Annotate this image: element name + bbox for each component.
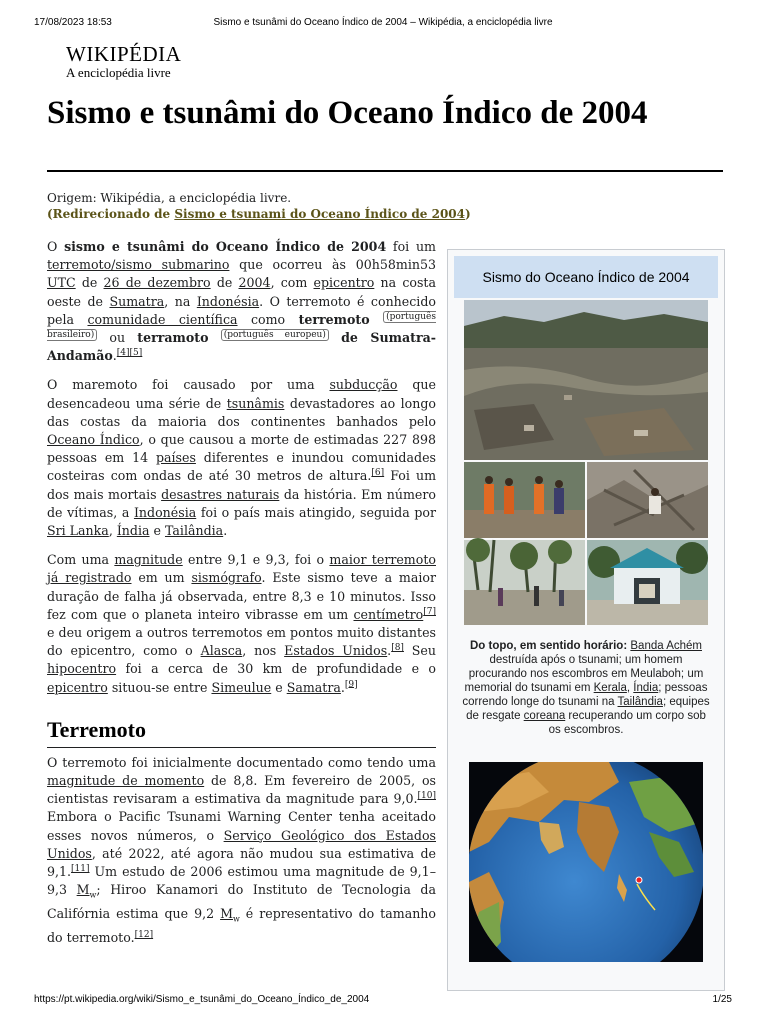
link-sri-lanka[interactable]: Sri Lanka (47, 523, 109, 539)
print-footer (34, 994, 732, 1008)
redirect-suffix: ) (465, 207, 471, 221)
photo-people-running (464, 538, 585, 625)
link-oceano-indico[interactable]: Oceano Índico (47, 432, 140, 448)
link-coreana[interactable]: coreana (523, 710, 566, 722)
ref-10[interactable]: [10] (417, 791, 436, 802)
photo-rescue-team (464, 462, 585, 538)
redirect-notice (47, 206, 727, 222)
ref-12[interactable]: [12] (134, 929, 154, 940)
origin-text: Origem: Wikipédia, a enciclopédia livre. (47, 191, 292, 205)
article-body (47, 238, 436, 958)
intro-paragraph-3: Com uma magnitude entre 9,1 e 9,3, foi o maior terremoto já registrado em um sismógrafo. Este sismo teve a maior duração de falha já observada, entre 8,3 e 10 minutos. Isso fez com que o planeta inteiro vibrasse em um centímetro[7] e deu origem a outros terremotos em pontos muito distantes do epicentro, como o Alasca, nos Estados Unidos.[8] Seu hipocentro foi a cerca de 30 km de profundidade e o epicentro situou-se entre Simeulue e Samatra.[9] (47, 552, 436, 695)
print-page-title: Sismo e tsunâmi do Oceano Índico de 2004 – Wikipédia, a enciclopédia livre (213, 17, 553, 28)
redirect-prefix: (Redirecionado de (47, 207, 175, 221)
link-tsunamis[interactable]: tsunâmis (226, 395, 285, 411)
link-samatra[interactable]: Samatra (286, 679, 341, 695)
redirect-link[interactable]: Sismo e tsunami do Oceano Índico de 2004 (174, 207, 465, 221)
terremoto-paragraph-1: O terremoto foi inicialmente documentado como tendo uma magnitude de momento de 8,8. Em fevereiro de 2005, os cientistas revisaram a estimativa da magnitude para 9,0.[10] Embora o Pacific Tsunami Warning Center tenha aceitado esses novos números, o Serviço Geológico dos Estados Unidos, até 2022, até agora não mudou sua estimativa de 9,1.[11] Um estudo de 2006 estimou uma magnitude de 9,1–9,3 $M_w$; Hiroo Kanamori do Instituto de Tecnologia da Califórnia estima que 9,2 $M_w$ é representativo do tamanho do terremoto.[12] (47, 754, 437, 945)
ref-5[interactable]: [5] (129, 348, 143, 359)
link-comunidade-cientifica[interactable]: comunidade científica (87, 311, 238, 327)
infobox-caption: Do topo, em sentido horário: Banda Achém destruída após o tsunami; um homem procurando nos escombros em Meulaboh; um memorial do tsunami em Kerala, Índia; pessoas correndo longe do tsunami na Tailândia; equipes de resgate coreana recuperando um corpo sob os escombros. (462, 640, 710, 736)
caption-lead: Do topo, em sentido horário: (470, 640, 628, 652)
site-subtitle (47, 190, 727, 222)
section-heading-terremoto: Terremoto (47, 715, 436, 748)
infobox (447, 249, 725, 991)
print-timestamp: 17/08/2023 18:53 (34, 17, 112, 28)
photo-man-in-rubble (587, 462, 708, 538)
link-mw-1[interactable]: $M_w$ (76, 882, 97, 900)
link-2004[interactable]: 2004 (238, 275, 271, 291)
ref-9[interactable]: [9] (344, 679, 358, 690)
link-subduccao[interactable]: subducção (329, 377, 398, 393)
ref-7[interactable]: [7] (423, 606, 436, 617)
print-header (34, 17, 732, 31)
ref-8[interactable]: [8] (391, 643, 404, 654)
link-simeulue[interactable]: Simeulue (211, 679, 272, 695)
page-title: Sismo e tsunâmi do Oceano Índico de 2004 (47, 95, 648, 131)
print-url: https://pt.wikipedia.org/wiki/Sismo_e_tsunâmi_do_Oceano_Índico_de_2004 (34, 994, 370, 1005)
photo-banda-aceh (464, 300, 708, 460)
link-india-caption[interactable]: Índia (633, 682, 659, 694)
link-servico-geologico[interactable]: Serviço Geológico dos Estados Unidos (47, 827, 436, 861)
article-subject: sismo e tsunâmi do Oceano Índico de 2004 (64, 239, 387, 254)
link-banda-achem[interactable]: Banda Achém (630, 640, 702, 652)
ref-11[interactable]: [11] (71, 863, 90, 874)
earthquake-globe-map[interactable] (469, 762, 703, 962)
link-estados-unidos[interactable]: Estados Unidos (284, 643, 388, 659)
note-portugues-europeu[interactable]: (português europeu) (221, 329, 329, 341)
print-page-number: 1/25 (712, 994, 732, 1005)
term-terramoto: terramoto (137, 330, 209, 346)
link-tailandia-caption[interactable]: Tailândia (617, 696, 663, 708)
link-magnitude[interactable]: magnitude (114, 552, 183, 568)
link-alasca[interactable]: Alasca (200, 643, 243, 659)
link-indonesia[interactable]: Indonésia (196, 293, 260, 309)
link-26-dezembro[interactable]: 26 de dezembro (103, 275, 211, 291)
link-epicentro[interactable]: epicentro (313, 275, 375, 291)
term-terremoto: terremoto (298, 311, 370, 327)
link-epicentro-2[interactable]: epicentro (47, 679, 108, 695)
link-kerala[interactable]: Kerala (593, 682, 627, 694)
link-sismografo[interactable]: sismógrafo (191, 570, 262, 586)
link-utc[interactable]: UTC (47, 275, 76, 291)
ref-4[interactable]: [4] (116, 348, 130, 359)
link-magnitude-momento[interactable]: magnitude de momento (47, 773, 205, 789)
infobox-photo-montage[interactable] (464, 300, 708, 625)
title-divider (47, 170, 723, 172)
link-hipocentro[interactable]: hipocentro (47, 661, 117, 677)
logo-wordmark: WIKIPÉDIA (66, 42, 182, 66)
note-portugues-brasileiro[interactable]: (português brasileiro) (47, 311, 436, 340)
infobox-title: Sismo do Oceano Índico de 2004 (454, 256, 718, 298)
link-terremoto-submarino[interactable]: terremoto/sismo submarino (47, 257, 230, 273)
ref-6[interactable]: [6] (371, 468, 385, 479)
link-india[interactable]: Índia (116, 523, 150, 539)
link-sumatra[interactable]: Sumatra (109, 293, 165, 309)
photo-memorial (587, 540, 708, 625)
logo-tagline: A enciclopédia livre (66, 65, 171, 80)
link-desastres-naturais[interactable]: desastres naturais (161, 486, 280, 502)
link-centimetro[interactable]: centímetro (353, 606, 424, 622)
link-mw-2[interactable]: $M_w$ (220, 906, 240, 924)
wikipedia-logo[interactable] (66, 43, 181, 80)
link-paises[interactable]: países (155, 450, 196, 466)
link-tailandia[interactable]: Tailândia (164, 523, 224, 539)
term-sumatra-andamao: de Sumatra-Andamão (47, 330, 437, 364)
intro-paragraph-1: O sismo e tsunâmi do Oceano Índico de 2004 foi um terremoto/sismo submarino que ocorreu às 00h58min53 UTC de 26 de dezembro de 2004, com epicentro na costa oeste de Sumatra, na Indonésia. O terremoto é conhecido pela comunidade científica como terremoto $^{(português brasileiro)}$ ou terramoto $^{(português europeu)}$ de Sumatra-Andamão.[4][5] (47, 239, 437, 364)
link-maior-terremoto[interactable]: maior terremoto já registrado (47, 552, 436, 586)
link-indonesia-2[interactable]: Indonésia (133, 504, 197, 520)
intro-paragraph-2: O maremoto foi causado por uma subducção que desencadeou uma série de tsunâmis devastadores ao longo das costas da maioria dos continentes banhados pelo Oceano Índico, o que causou a morte de estimadas 227 898 pessoas em 14 países diferentes e inundou comunidades costeiras com ondas de até 30 metros de altura.[6] Foi um dos mais mortais desastres naturais da história. Em número de vítimas, a Indonésia foi o país mais atingido, seguida por Sri Lanka, Índia e Tailândia. (47, 377, 437, 539)
